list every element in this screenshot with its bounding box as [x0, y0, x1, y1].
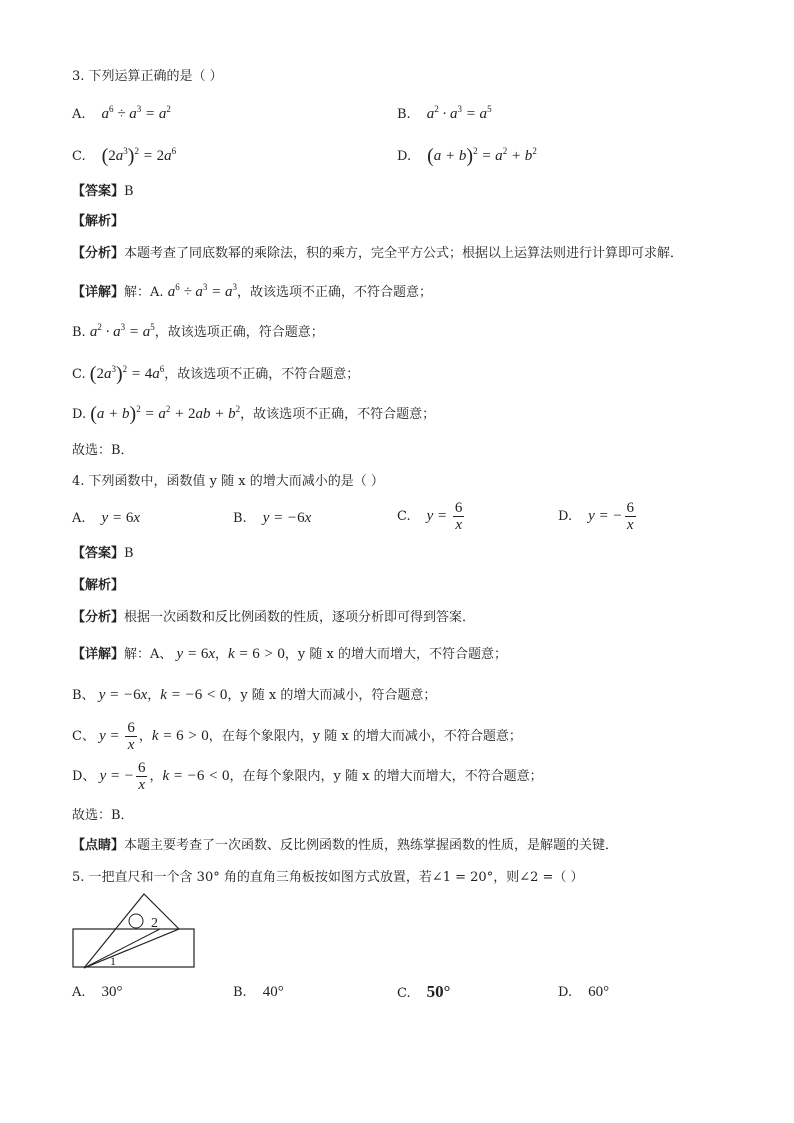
q3-answer: 【答案】B [72, 184, 134, 199]
q4-dianjing: 【点睛】本题主要考查了一次函数、反比例函数的性质，熟练掌握函数的性质，是解题的关键． [72, 838, 619, 853]
angle-1-label: 1 [110, 954, 116, 968]
set-square-edge [84, 929, 160, 968]
q5-option-c: C. 50° [397, 982, 451, 1001]
q4-detail-c: C、 y = $\frac{6}{x}$ ，k = 6 > 0，在每个象限内，y 随 x 的增大而减小，不符合题意； [72, 720, 522, 753]
q5-stem: 5. 一把直尺和一个含 30° 角的直角三角板按如图方式放置，若∠1 = 20°，则∠2 =（ ） [72, 870, 584, 885]
q4-detail-a: 【详解】解：A、 y = 6x，k = 6 > 0，y 随 x 的增大而增大，不符合题意； [72, 646, 507, 662]
q4-detail-b: B、 y = −6x，k = −6 < 0，y 随 x 的增大而减小，符合题意； [72, 687, 437, 703]
q5-option-d: D. 60° [558, 984, 610, 1000]
q3-option-c: C. $(2a^3)^2 = 2a^6$ [72, 145, 177, 167]
q3-option-a: A. $a^6 \div a^3 = a^2$ [72, 104, 171, 122]
q4-option-a: A. y = 6x [72, 510, 140, 526]
q4-analysis-heading: 【解析】 [72, 578, 125, 593]
q4-fenxi: 【分析】根据一次函数和反比例函数的性质，逐项分析即可得到答案． [72, 610, 476, 625]
q4-answer: 【答案】B [72, 546, 134, 561]
q3-detail-c: C. $(2a^3)^2 = 4a^6$，故该选项不正确，不符合题意； [72, 363, 360, 385]
q4-stem: 4. 下列函数中，函数值 y 随 x 的增大而减小的是（ ） [72, 474, 384, 489]
q4-choose: 故选：B． [72, 808, 134, 823]
q3-detail-b: B. $a^2 \cdot a^3 = a^5$，故该选项正确，符合题意； [72, 322, 324, 340]
q5-option-b: B. 40° [233, 984, 284, 1000]
q3-detail-a: 【详解】解：A. $a^6 \div a^3 = a^3$，故该选项不正确，不符合题意； [72, 282, 433, 300]
angle-2-arc [129, 914, 143, 928]
ruler-triangle-figure [72, 893, 198, 969]
q4-option-b: B. y = −6x [233, 510, 312, 526]
set-square-shape [84, 894, 179, 968]
q4-option-d: D. y = − $\frac{6}{x}$ [558, 500, 634, 533]
q3-option-d: D. $(a + b)^2 = a^2 + b^2$ [397, 145, 537, 167]
q3-fenxi: 【分析】本题考查了同底数幂的乘除法，积的乘方，完全平方公式；根据以上运算法则进行计算即可求解． [72, 246, 684, 261]
q3-option-b: B. $a^2 \cdot a^3 = a^5$ [397, 104, 492, 122]
q5-option-a: A. 30° [72, 984, 123, 1000]
angle-2-label: 2 [151, 916, 158, 931]
q3-choose: 故选：B． [72, 443, 134, 458]
q4-option-c: C. y = $\frac{6}{x}$ [397, 500, 463, 533]
q3-stem: 3. 下列运算正确的是（ ） [72, 69, 223, 84]
q3-detail-d: D. $(a + b)^2 = a^2 + 2ab + b^2$，故该选项不正确，不符合题意； [72, 403, 436, 425]
q3-analysis-heading: 【解析】 [72, 214, 125, 229]
q4-detail-d: D、 y = − $\frac{6}{x}$ ，k = −6 < 0，在每个象限内，y 随 x 的增大而增大，不符合题意； [72, 760, 543, 793]
